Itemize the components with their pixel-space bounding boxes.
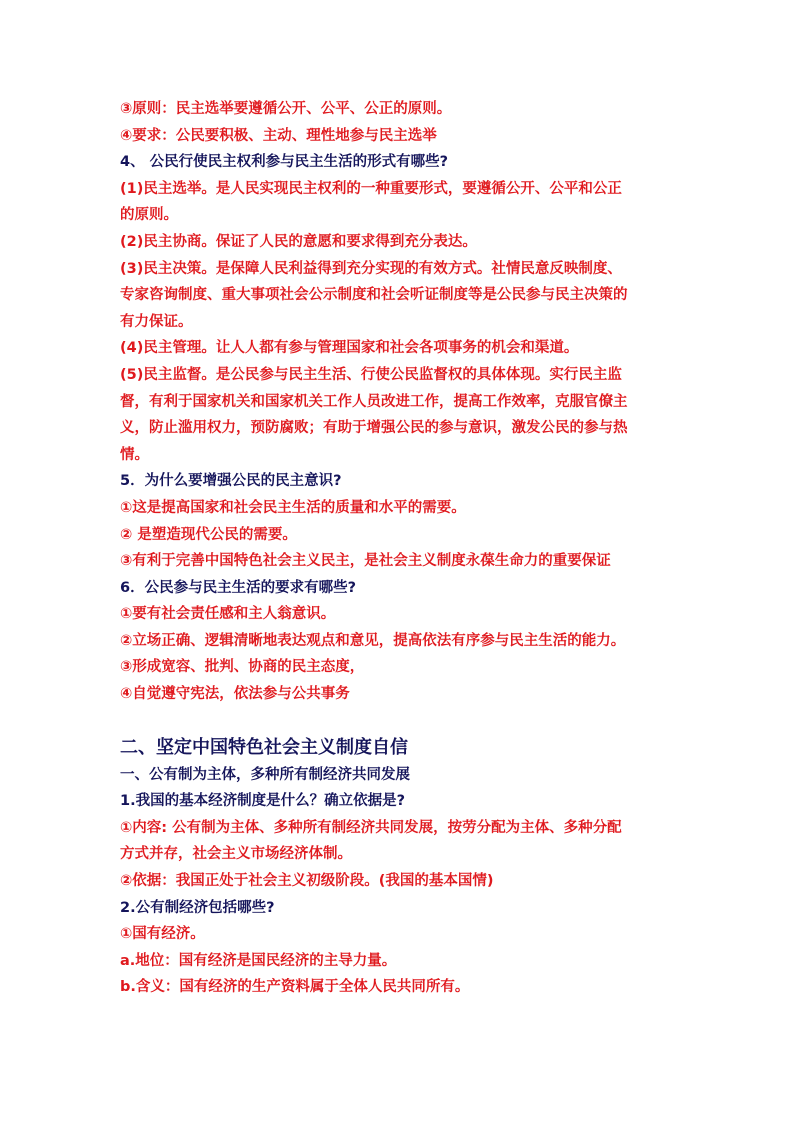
answer-line: 有力保证。 (120, 313, 193, 330)
answer-line: ①国有经济。 (120, 926, 205, 943)
answer-line: 督，有利于国家机关和国家机关工作人员改进工作，提高工作效率，克服官僚主 (120, 393, 628, 410)
answer-line: ②依据：我国正处于社会主义初级阶段。(我国的基本国情) (120, 873, 494, 890)
question-line: 1.我国的基本经济制度是什么？确立依据是? (120, 793, 406, 810)
answer-line: (2)民主协商。保证了人民的意愿和要求得到充分表达。 (120, 233, 477, 250)
answer-line: (3)民主决策。是保障人民利益得到充分实现的有效方式。社情民意反映制度、 (120, 260, 622, 277)
answer-line: 情。 (120, 446, 149, 463)
answer-line: (5)民主监督。是公民参与民主生活、行使公民监督权的具体体现。实行民主监 (120, 366, 622, 383)
section-democracy (120, 96, 680, 708)
question-line: 5．为什么要增强公民的民主意识? (120, 473, 342, 490)
answer-line: ③形成宽容、批判、协商的民主态度， (120, 659, 365, 676)
answer-line: 方式并存，社会主义市场经济体制。 (120, 846, 352, 863)
answer-line: ①要有社会责任感和主人翁意识。 (120, 606, 336, 623)
answer-line: (4)民主管理。让人人都有参与管理国家和社会各项事务的机会和渠道。 (120, 340, 579, 357)
answer-line: ①这是提高国家和社会民主生活的质量和水平的需要。 (120, 499, 466, 516)
answer-line: 专家咨询制度、重大事项社会公示制度和社会听证制度等是公民参与民主决策的 (120, 287, 628, 304)
question-line: 2.公有制经济包括哪些? (120, 899, 275, 916)
question-line: 4、 公民行使民主权利参与民主生活的形式有哪些? (120, 154, 449, 171)
answer-line: ③有利于完善中国特色社会主义民主，是社会主义制度永葆生命力的重要保证 (120, 553, 611, 570)
answer-line: ③原则：民主选举要遵循公开、公平、公正的原则。 (120, 101, 452, 117)
answer-line: ①内容: 公有制为主体、多种所有制经济共同发展，按劳分配为主体、多种分配 (120, 819, 622, 836)
answer-line: b.含义：国有经济的生产资料属于全体人民共同所有。 (120, 979, 470, 996)
answer-line: 的原则。 (120, 207, 178, 224)
section-economy (120, 762, 680, 1001)
answer-line: a.地位：国有经济是国民经济的主导力量。 (120, 952, 397, 969)
document-page (120, 96, 680, 1001)
answer-line: ④要求：公民要积极、主动、理性地参与民主选举 (120, 127, 437, 144)
question-line: 6．公民参与民主生活的要求有哪些? (120, 579, 356, 596)
answer-line: 义，防止滥用权力，预防腐败；有助于增强公民的参与意识，激发公民的参与热 (120, 420, 628, 437)
question-line: 一、公有制为主体，多种所有制经济共同发展 (120, 766, 410, 783)
answer-line: ②立场正确、逻辑清晰地表达观点和意见，提高依法有序参与民主生活的能力。 (120, 632, 626, 649)
answer-line: (1)民主选举。是人民实现民主权利的一种重要形式，要遵循公开、公平和公正 (120, 180, 622, 197)
answer-line: ④自觉遵守宪法，依法参与公共事务 (120, 686, 350, 703)
section-spacer (120, 708, 680, 734)
section-heading: 二、坚定中国特色社会主义制度自信 (120, 736, 408, 758)
answer-line: ② 是塑造现代公民的需要。 (120, 526, 297, 543)
